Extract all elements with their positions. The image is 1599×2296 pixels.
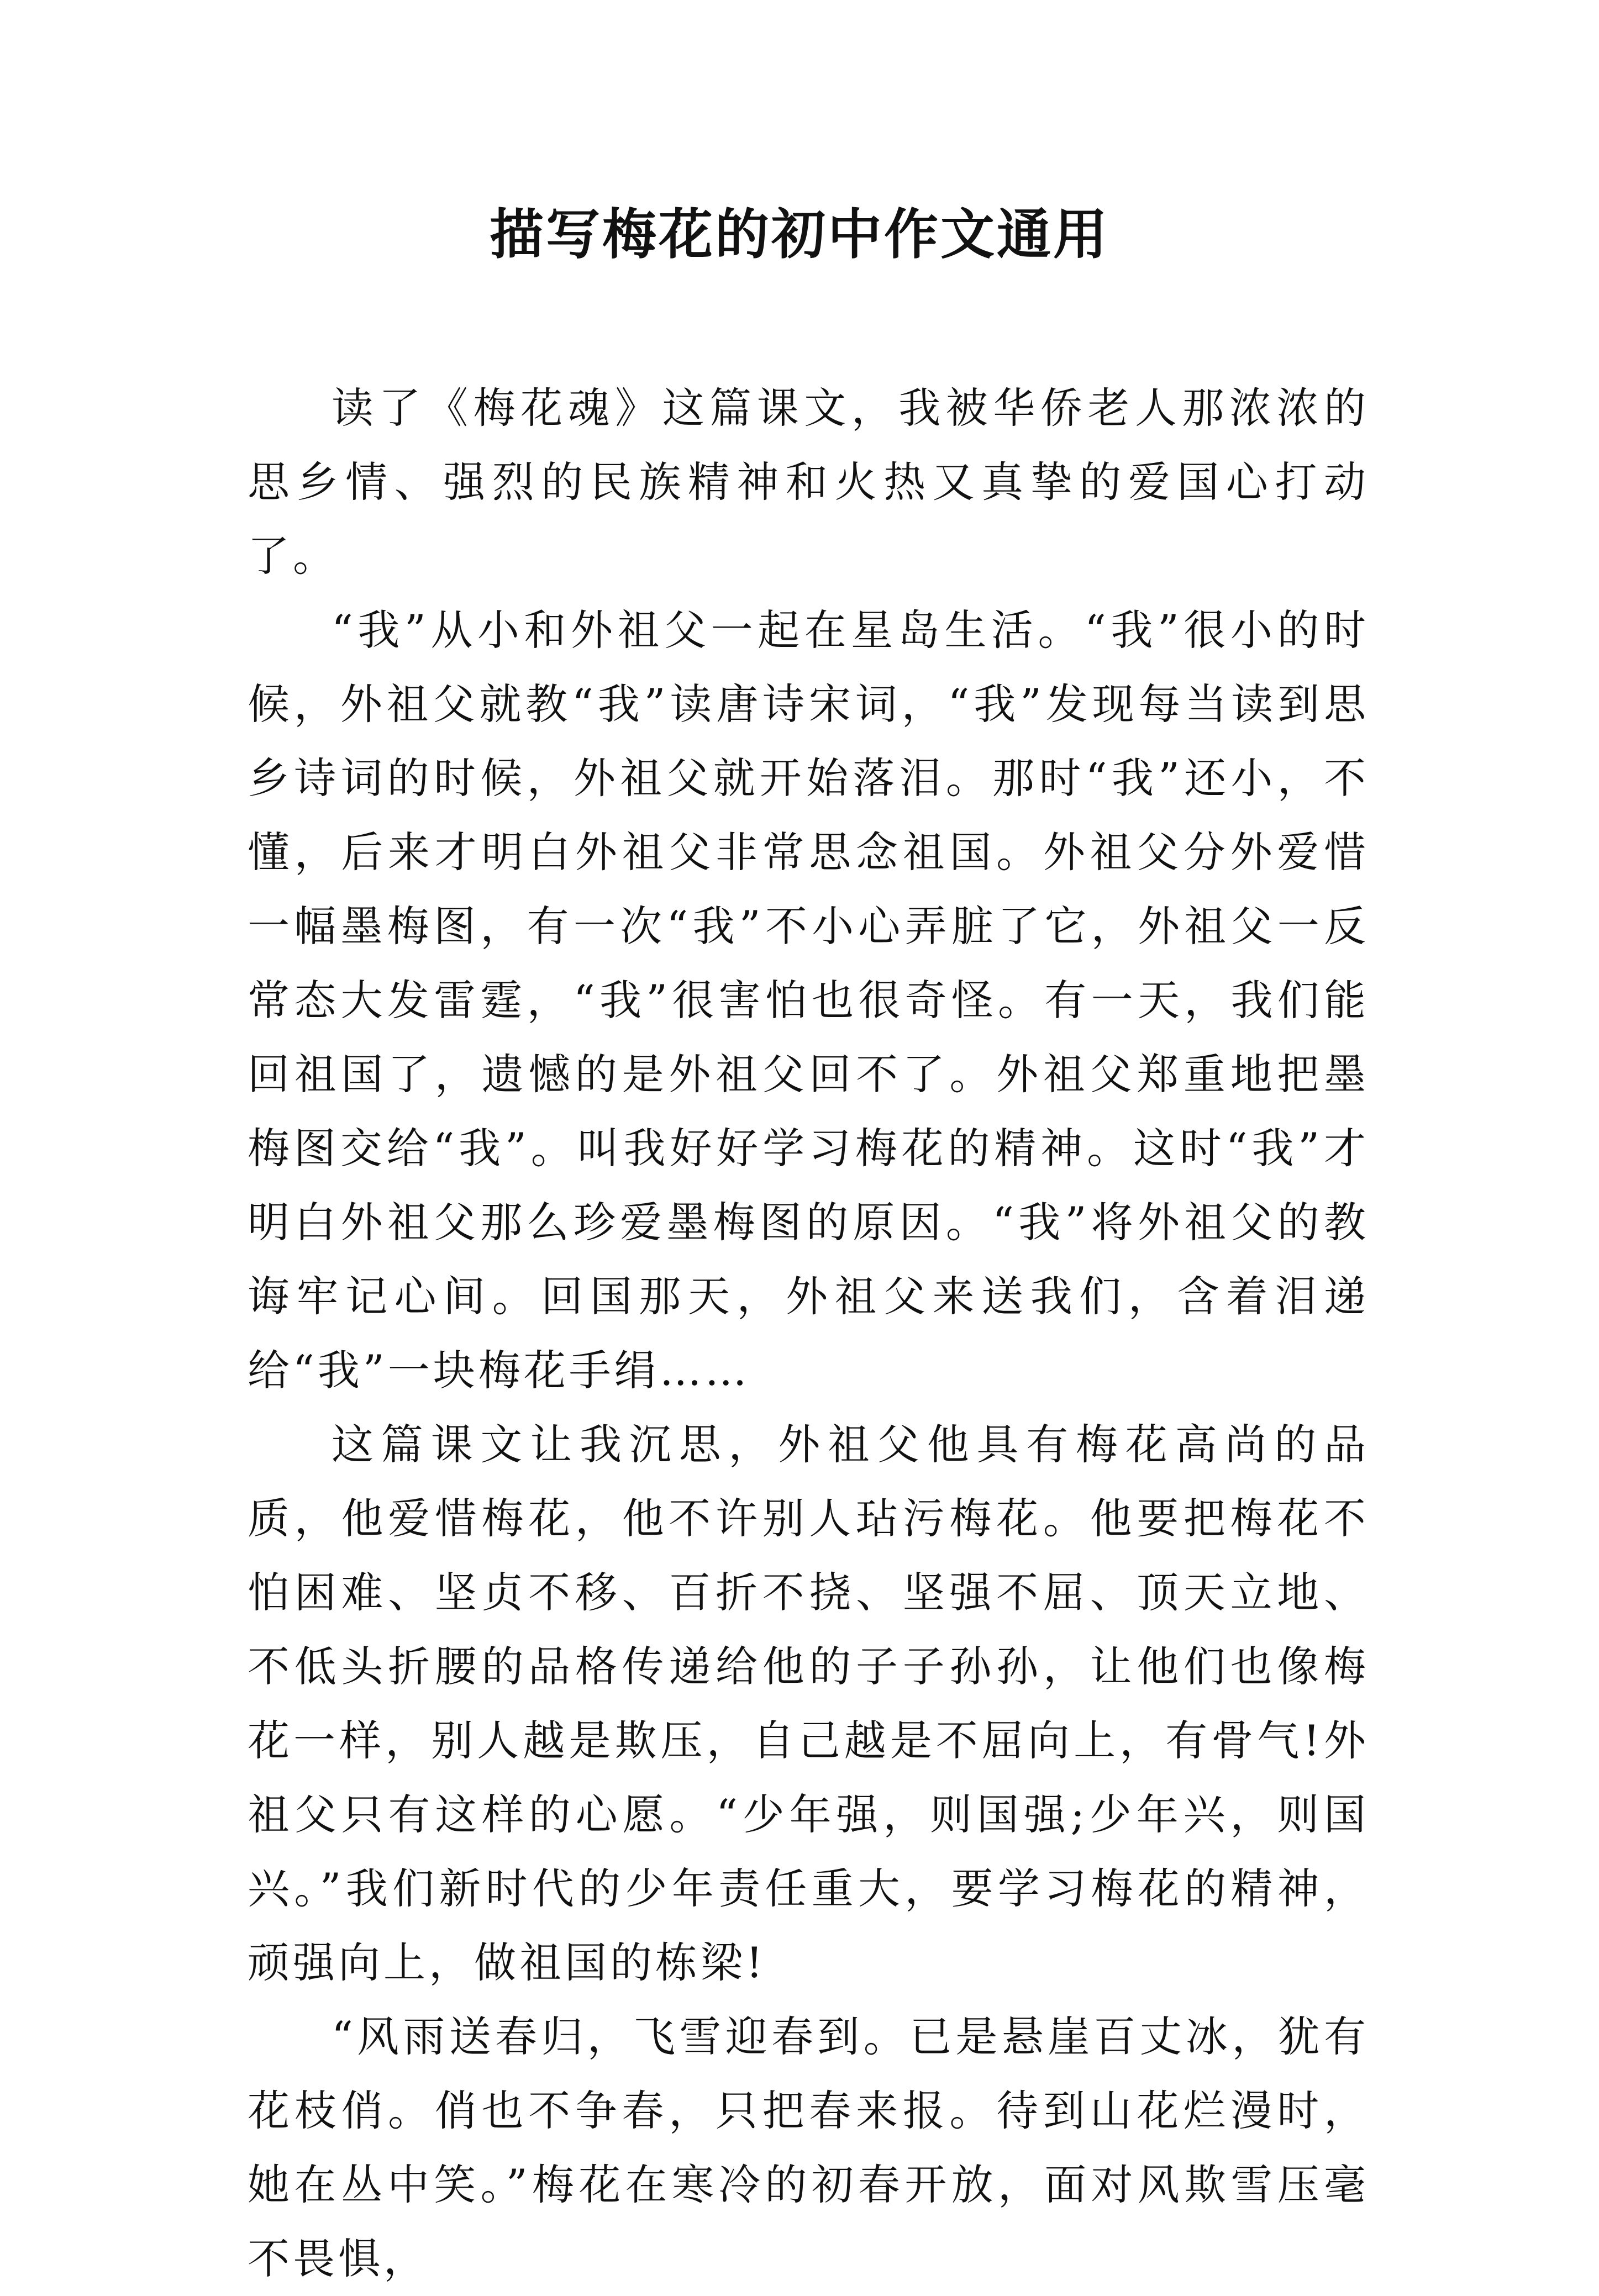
paragraph-2: “我”从小和外祖父一起在星岛生活。“我”很小的时候，外祖父就教“我”读唐诗宋词，“我”发现每当读到思乡诗词的时候，外祖父就开始落泪。那时“我”还小，不懂，后来才明白外祖父非常思念祖国。外祖父分外爱惜一幅墨梅图，有一次“我”不小心弄脏了它，外祖父一反常态大发雷霆，“我”很害怕也很奇怪。有一天，我们能回祖国了，遗憾的是外祖父回不了。外祖父郑重地把墨梅图交给“我”。叫我好好学习梅花的精神。这时“我”才明白外祖父那么珍爱墨梅图的原因。“我”将外祖父的教诲牢记心间。回国那天，外祖父来送我们，含着泪递给“我”一块梅花手绢…… [248,605,1369,1395]
page-title: 描写梅花的初中作文通用 [489,203,1109,266]
paragraph-4: “风雨送春归，飞雪迎春到。已是悬崖百丈冰，犹有花枝俏。俏也不争春，只把春来报。待到山花烂漫时，她在丛中笑。”梅花在寒冷的初春开放，面对风欺雪压毫不畏惧， [248,2012,1369,2283]
article-body [248,371,1369,2296]
paragraph-3: 这篇课文让我沉思，外祖父他具有梅花高尚的品质，他爱惜梅花，他不许别人玷污梅花。他要把梅花不怕困难、坚贞不移、百折不挠、坚强不屈、顶天立地、不低头折腰的品格传递给他的子子孙孙，让他们也像梅花一样，别人越是欺压，自己越是不屈向上，有骨气!外祖父只有这样的心愿。“少年强，则国强;少年兴，则国兴。”我们新时代的少年责任重大，要学习梅花的精神，顽强向上，做祖国的栋梁! [248,1420,1369,1987]
paragraph-1: 读了《梅花魂》这篇课文，我被华侨老人那浓浓的思乡情、强烈的民族精神和火热又真挚的爱国心打动了。 [248,383,1369,581]
